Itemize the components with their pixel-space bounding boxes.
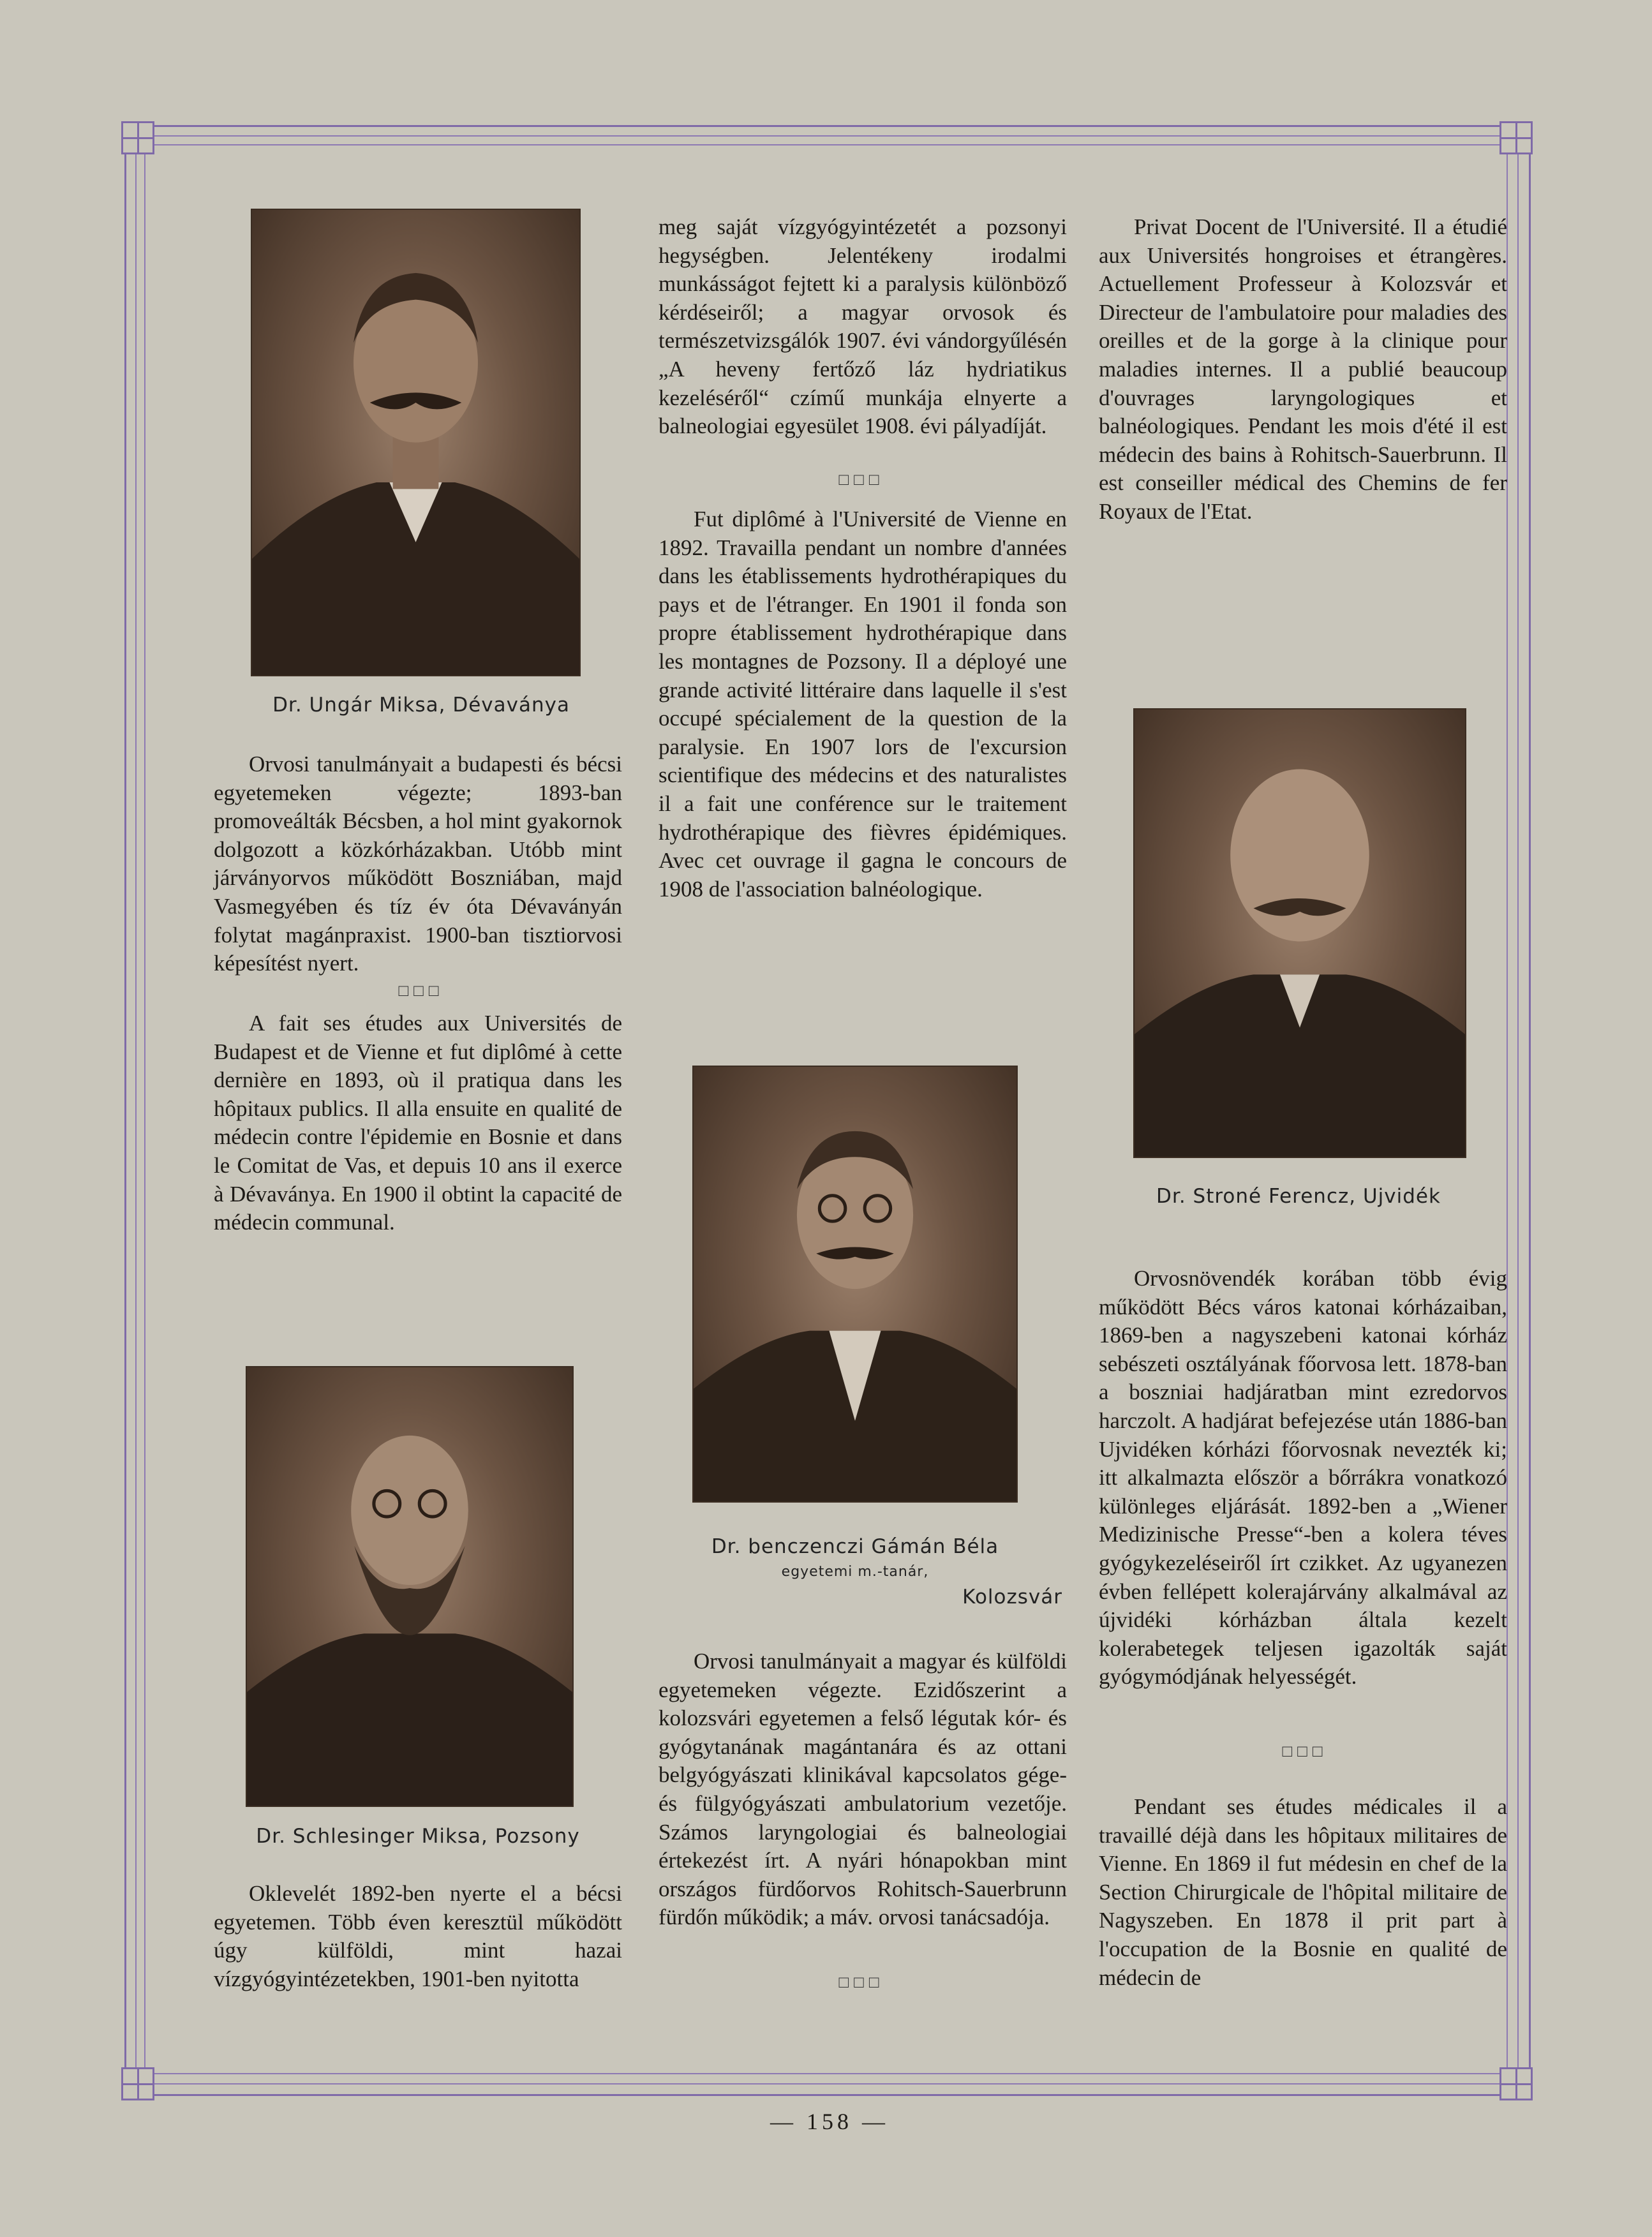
- corner-ornament: [121, 121, 154, 154]
- portrait-caption: Dr. Stroné Ferencz, Ujvidék: [1156, 1185, 1441, 1208]
- paragraph-french: Privat Docent de l'Université. Il a étudié aux Universités hongroises et étrangères. Actuellement Professeur à Kolozsvár et Directeur de l'ambulatoire pour maladies des oreilles et de la gorge à la clinique pour maladies internes. Il a publié beaucoup d'ouvrages laryngologiques et balnéologiques. Pendant les mois d'été il est médecin des bains à Rohitsch-Sauerbrunn. Il est conseiller médical des Chemins de fer Royaux de l'Etat.: [1099, 214, 1507, 524]
- portrait-photo-gaman: [692, 1066, 1018, 1503]
- paragraph-hungarian: Orvosi tanulmányait a budapesti és bécsi egyetemeken végezte; 1893-ban promoveálták Bécsben, a hol mint gyakornok dolgozott a közkórházakban. Utóbb mint járványorvos működött Boszniában, majd Vasmegyében és tíz év óta Dévaványán folytat magánpraxist. 1900-ban tisztiorvosi képesítést nyert.: [214, 752, 622, 976]
- section-separator: □□□: [838, 1973, 884, 1991]
- portrait-caption: Dr. benczenczi Gámán Béla: [711, 1535, 999, 1558]
- page-number: — 158 —: [770, 2109, 889, 2134]
- section-separator: □□□: [838, 470, 884, 489]
- portrait-caption: Dr. Ungár Miksa, Dévaványa: [272, 694, 570, 717]
- portrait-caption: Dr. Schlesinger Miksa, Pozsony: [256, 1825, 580, 1848]
- paragraph-hungarian: Orvosnövendék korában több évig működött Bécs város katonai kórházaiban, 1869-ben a nagyszebeni katonai kórház sebészeti osztályának főorvosa lett. 1878-ban a boszniai hadjáratban mint ezredorvos harczolt. A hadjárat befejezése után 1886-ban Ujvidéken kórházi főorvosnak nevezték ki; itt alkalmazta először a bőrrákra vonatkozó különleges eljárását. 1892-ben a „Wiener Medizinische Presse“-ben a kolera téves gyógykezeléseiről írt czikket. Az ugyanezen évben fellépett kolerajárvány alkalmával az újvidéki kórházban általa kezelt kolerabetegek teljesen igazolták saját gyógymódjának helyességét.: [1099, 1266, 1507, 1690]
- paragraph-french: Pendant ses études médicales il a travaillé déjà dans les hôpitaux militaires de Vienne. En 1869 il fut médesin en chef de la Section Chirurgicale de l'hôpital militaire de Nagyszeben. En 1878 il prit part à l'occupation de la Bosnie en qualité de médecin de: [1099, 1794, 1507, 1990]
- border-rule: [124, 2073, 1531, 2074]
- portrait-photo-ungar: [251, 209, 581, 676]
- portrait-caption-city: Kolozsvár: [962, 1586, 1062, 1609]
- border-rule: [144, 125, 145, 2092]
- paragraph-french: Fut diplômé à l'Université de Vienne en 1892. Travailla pendant un nombre d'années dans les établissements hydrothérapiques du pays et de l'étranger. En 1901 il fonda son propre établissement hydrothérapique dans les montagnes de Pozsony. Il a déployé une grande activité littéraire dans laquelle il s'est occupé spécialement de la question de la paralysie. En 1907 lors de l'excursion scientifique des médecins et des naturalistes il a fait une conférence sur le traitement hydrothérapique des fièvres épidémiques. Avec cet ouvrage il gagna le concours de 1908 de l'association balnéologique.: [659, 507, 1067, 902]
- paragraph-hungarian-continued: meg saját vízgyógyintézetét a pozsonyi hegységben. Jelentékeny irodalmi munkásságot fejtett ki a paralysis különböző kérdéseiről; a magyar orvosok és természetvizsgálók 1907. évi vándorgyűlésén „A heveny fertőző láz hydriatikus kezeléséről“ czímű munkája elnyerte a balneologiai egyesület 1908. évi pályadíját.: [659, 214, 1067, 439]
- portrait-photo-schlesinger: [246, 1366, 574, 1807]
- paragraph-hungarian: Oklevelét 1892-ben nyerte el a bécsi egyetemen. Több éven keresztül működött úgy külföldi, mint hazai vízgyógyintézetekben, 1901-ben nyitotta: [214, 1881, 622, 1991]
- corner-ornament: [121, 2067, 154, 2100]
- section-separator: □□□: [1282, 1742, 1328, 1760]
- paragraph-hungarian: Orvosi tanulmányait a magyar és külföldi egyetemeken végezte. Ezidőszerint a kolozsvári egyetemen a felső légutak kór- és gyógytanának magántanára és az ottani belgyógyászati klinikával kapcsolatos gége- és fülgyógyászati ambulatorium vezetője. Számos laryngologiai és balneologiai értekezést írt. A nyári hónapokban mint országos fürdőorvos Rohitsch-Sauerbrunn fürdőn működik; a máv. orvosi tanácsadója.: [659, 1649, 1067, 1930]
- border-rule: [124, 144, 1531, 145]
- portrait-photo-strone: [1133, 708, 1466, 1158]
- corner-ornament: [1499, 2067, 1533, 2100]
- corner-ornament: [1499, 121, 1533, 154]
- paragraph-french: A fait ses études aux Universités de Budapest et de Vienne et fut diplômé à cette dernière en 1893, où il pratiqua dans les hôpitaux publics. Il alla ensuite en qualité de médecin contre l'épidemie en Bosnie et dans le Comitat de Vas, et depuis 10 ans il exerce à Dévaványa. En 1900 il obtint la capacité de médecin communal.: [214, 1011, 622, 1235]
- section-separator: □□□: [398, 981, 444, 1000]
- portrait-caption-title: egyetemi m.-tanár,: [781, 1564, 929, 1580]
